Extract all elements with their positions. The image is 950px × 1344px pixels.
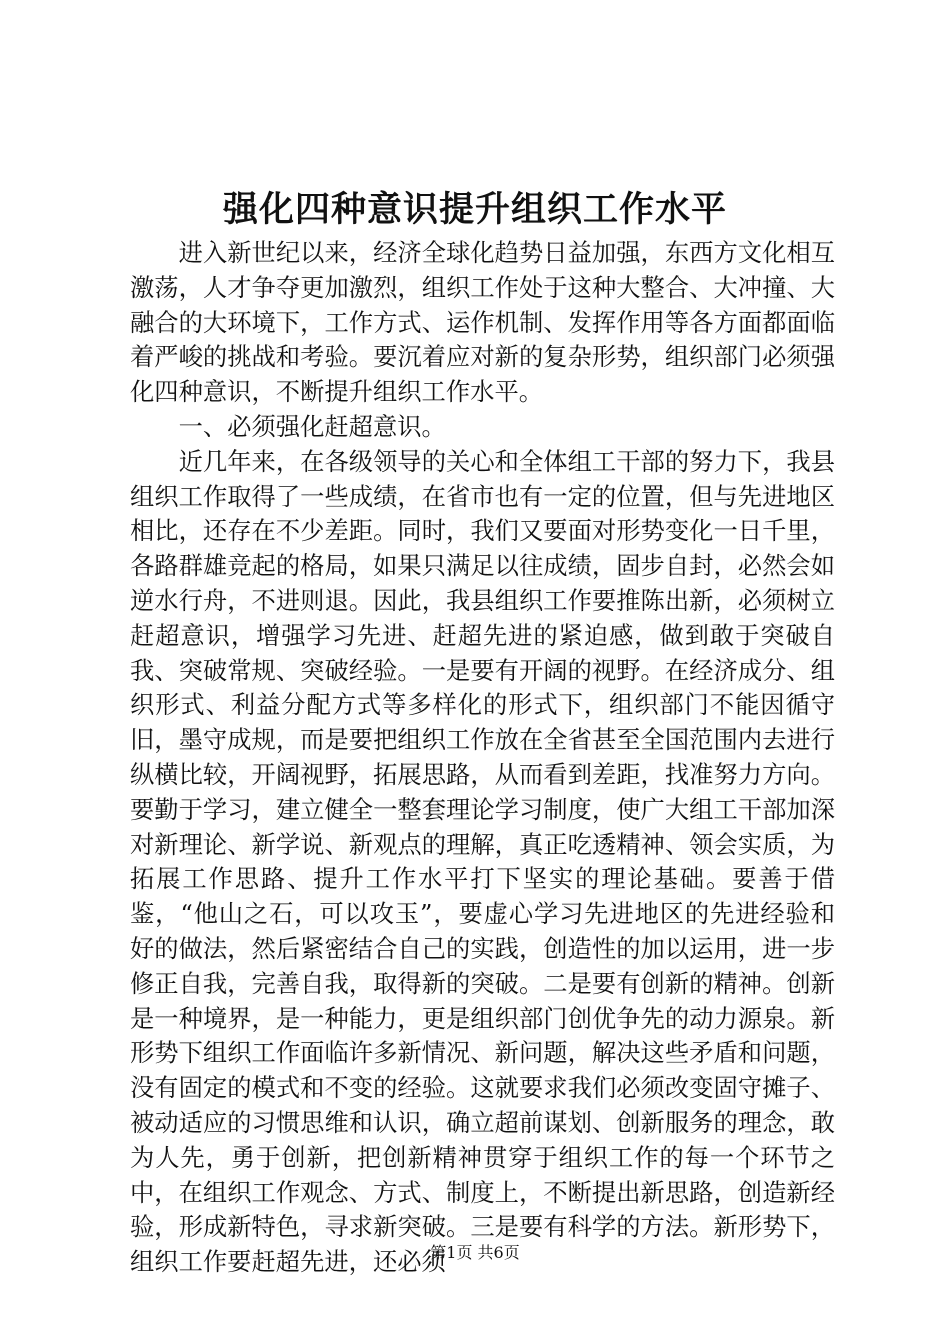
paragraph-section-1: 近几年来，在各级领导的关心和全体组工干部的努力下，我县组织工作取得了一些成绩，在省市也有一定的位置，但与先进地区相比，还存在不少差距。同时，我们又要面对形势变化一日千里，各路群雄竞起的格局，如果只满足以往成绩，固步自封，必然会如逆水行舟，不进则退。因此，我县组织工作要推陈出新，必须树立赶超意识，增强学习先进、赶超先进的紧迫感，做到敢于突破自我、突破常规、突破经验。一是要有开阔的视野。在经济成分、组织形式、利益分配方式等多样化的形式下，组织部门不能因循守旧，墨守成规，而是要把组织工作放在全省甚至全国范围内去进行纵横比较，开阔视野，拓展思路，从而看到差距，找准努力方向。要勤于学习，建立健全一整套理论学习制度，使广大组工干部加深对新理论、新学说、新观点的理解，真正吃透精神、领会实质，为拓展工作思路、提升工作水平打下坚实的理论基础。要善于借鉴，“他山之石，可以攻玉”，要虚心学习先进地区的先进经验和好的做法，然后紧密结合自己的实践，创造性的加以运用，进一步修正自我，完善自我，取得新的突破。二是要有创新的精神。创新是一种境界，是一种能力，更是组织部门创优争先的动力源泉。新形势下组织工作面临许多新情况、新问题，解决这些矛盾和问题，没有固定的模式和不变的经验。这就要求我们必须改变固守摊子、被动适应的习惯思维和认识，确立超前谋划、创新服务的理念，敢为人先，勇于创新，把创新精神贯穿于组织工作的每一个环节之中，在组织工作观念、方式、制度上，不断提出新思路，创造新经验，形成新特色，寻求新突破。三是要有科学的方法。新形势下，组织工作要赶超先进，还必须 (130, 446, 835, 1277)
document-body (130, 236, 835, 1280)
page-number-footer: 第1页 共6页 (430, 1243, 520, 1262)
paragraph-intro: 进入新世纪以来，经济全球化趋势日益加强，东西方文化相互激荡，人才争夺更加激烈，组织工作处于这种大整合、大冲撞、大融合的大环境下，工作方式、运作机制、发挥作用等各方面都面临着严峻的挑战和考验。要沉着应对新的复杂形势，组织部门必须强化四种意识，不断提升组织工作水平。 (130, 238, 835, 407)
page-title: 强化四种意识提升组织工作水平 (222, 189, 727, 230)
section-heading-1: 一、必须强化赶超意识。 (178, 411, 446, 441)
